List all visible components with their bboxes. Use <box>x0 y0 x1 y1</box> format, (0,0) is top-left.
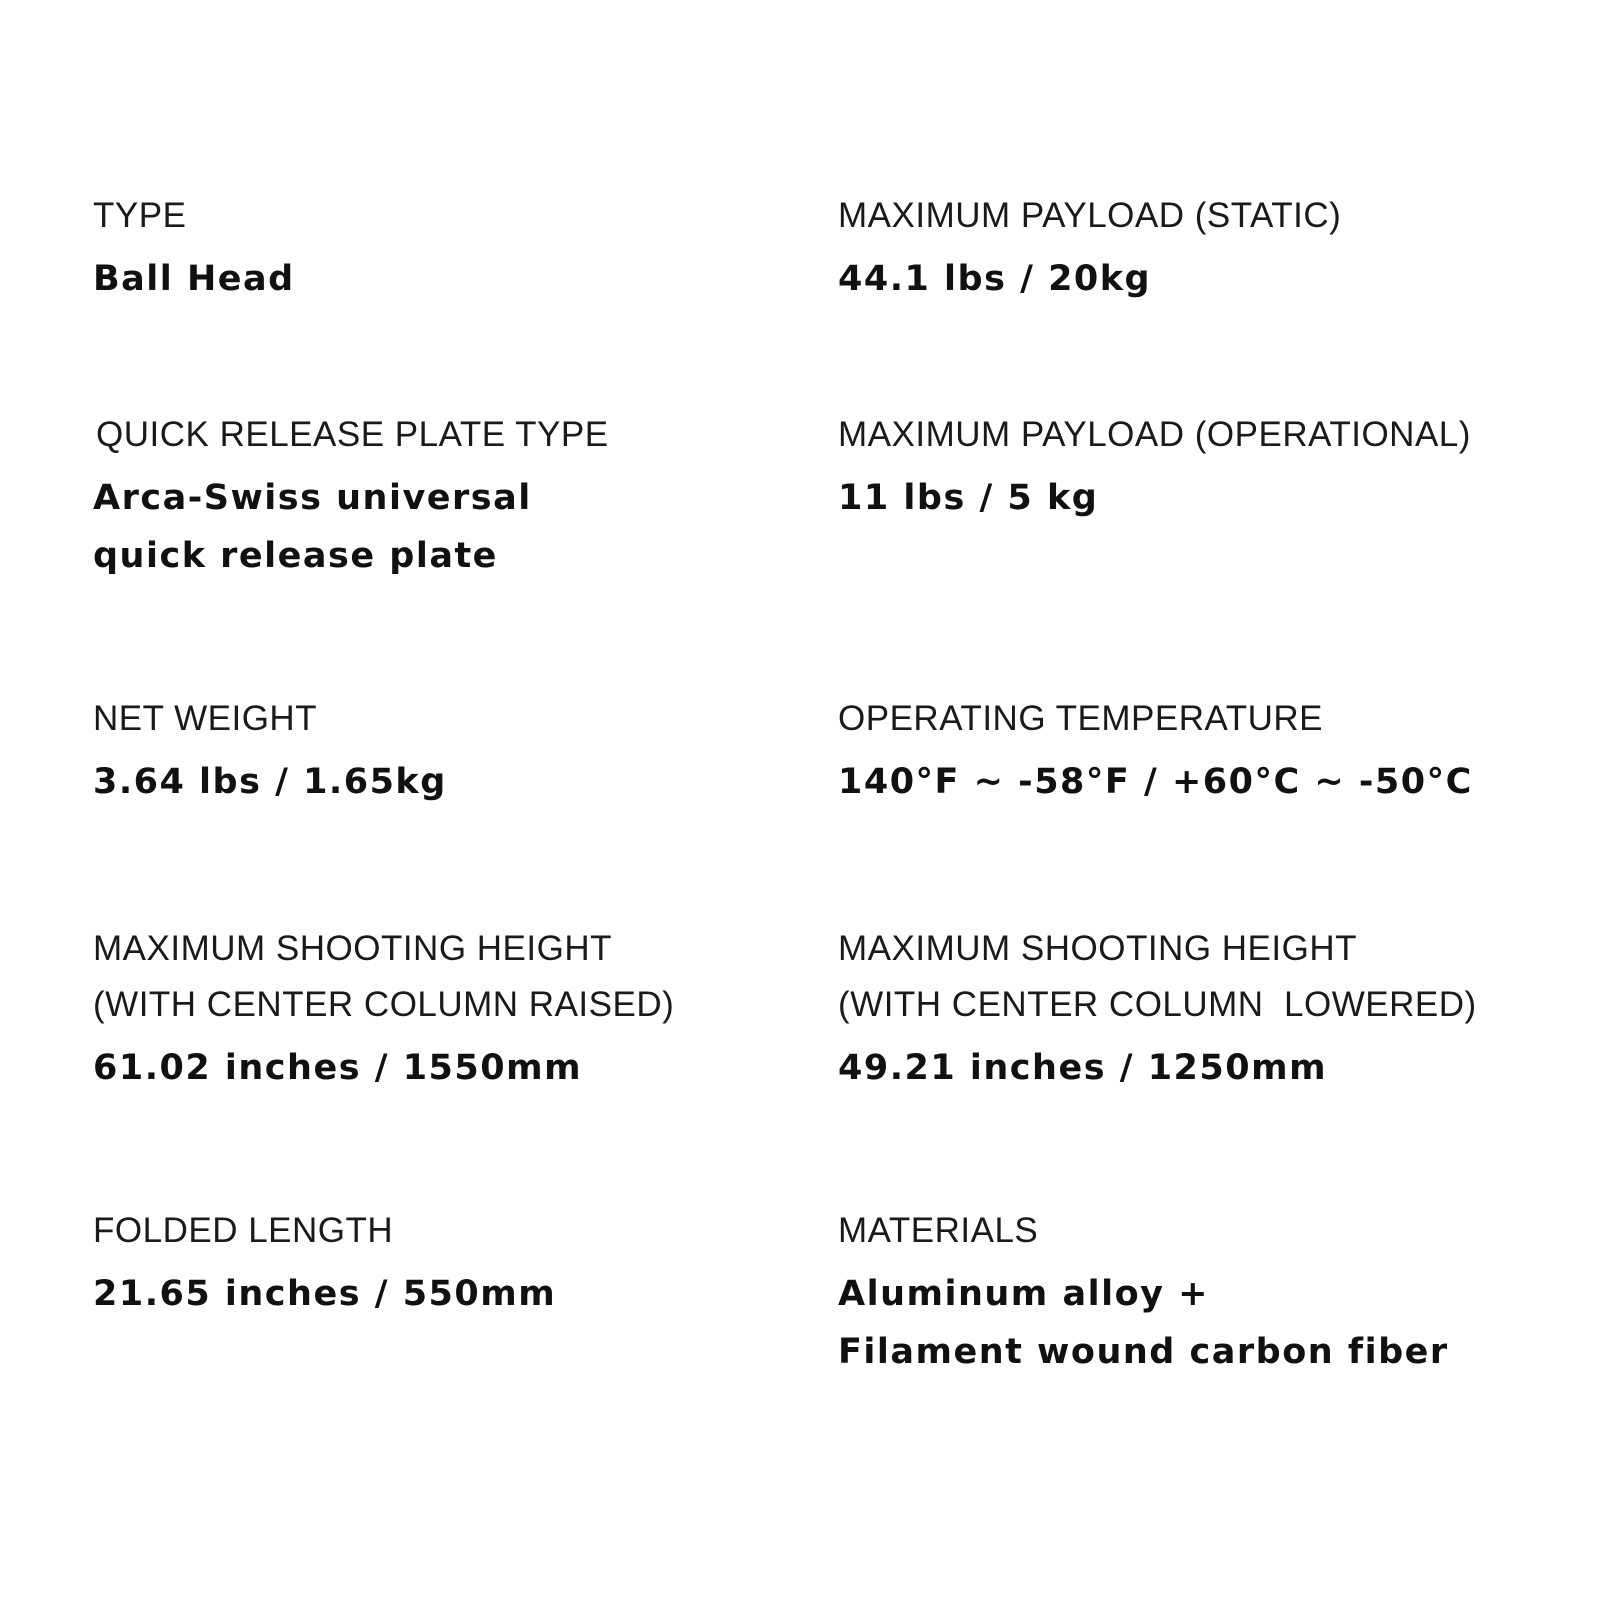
spec-value: 21.65 inches / 550mm <box>93 1274 557 1314</box>
spec-max-height-raised <box>93 921 674 1097</box>
spec-label: MAXIMUM SHOOTING HEIGHT (WITH CENTER COLUMN RAISED) <box>93 929 675 1024</box>
spec-materials <box>838 1203 1449 1381</box>
spec-label: MATERIALS <box>838 1211 1039 1250</box>
spec-net-weight <box>93 691 447 811</box>
spec-label: FOLDED LENGTH <box>93 1211 394 1250</box>
spec-label: NET WEIGHT <box>93 699 318 738</box>
spec-value: Arca-Swiss universal quick release plate <box>93 478 532 576</box>
spec-folded-length <box>93 1203 556 1323</box>
spec-max-payload-operational <box>838 407 1471 527</box>
spec-value: 61.02 inches / 1550mm <box>93 1048 583 1088</box>
spec-label: OPERATING TEMPERATURE <box>838 699 1323 738</box>
spec-label: QUICK RELEASE PLATE TYPE <box>96 415 609 454</box>
spec-value: 140°F ~ -58°F / +60°C ~ -50°C <box>838 762 1473 802</box>
spec-max-height-lowered <box>838 921 1477 1097</box>
spec-value: 49.21 inches / 1250mm <box>838 1048 1328 1088</box>
spec-label: MAXIMUM PAYLOAD (OPERATIONAL) <box>838 415 1471 454</box>
spec-value: Aluminum alloy + Filament wound carbon fiber <box>838 1274 1449 1372</box>
spec-label: MAXIMUM SHOOTING HEIGHT (WITH CENTER COLUMN LOWERED) <box>838 929 1477 1024</box>
spec-qr-plate-type <box>93 407 609 585</box>
spec-label: MAXIMUM PAYLOAD (STATIC) <box>838 196 1342 235</box>
spec-value: 3.64 lbs / 1.65kg <box>93 762 447 802</box>
spec-max-payload-static <box>838 188 1341 308</box>
spec-value: 44.1 lbs / 20kg <box>838 259 1152 299</box>
spec-value: 11 lbs / 5 kg <box>838 478 1099 518</box>
spec-label: TYPE <box>93 196 187 235</box>
spec-value: Ball Head <box>93 259 295 299</box>
spec-type <box>93 188 295 308</box>
spec-operating-temperature <box>838 691 1473 811</box>
